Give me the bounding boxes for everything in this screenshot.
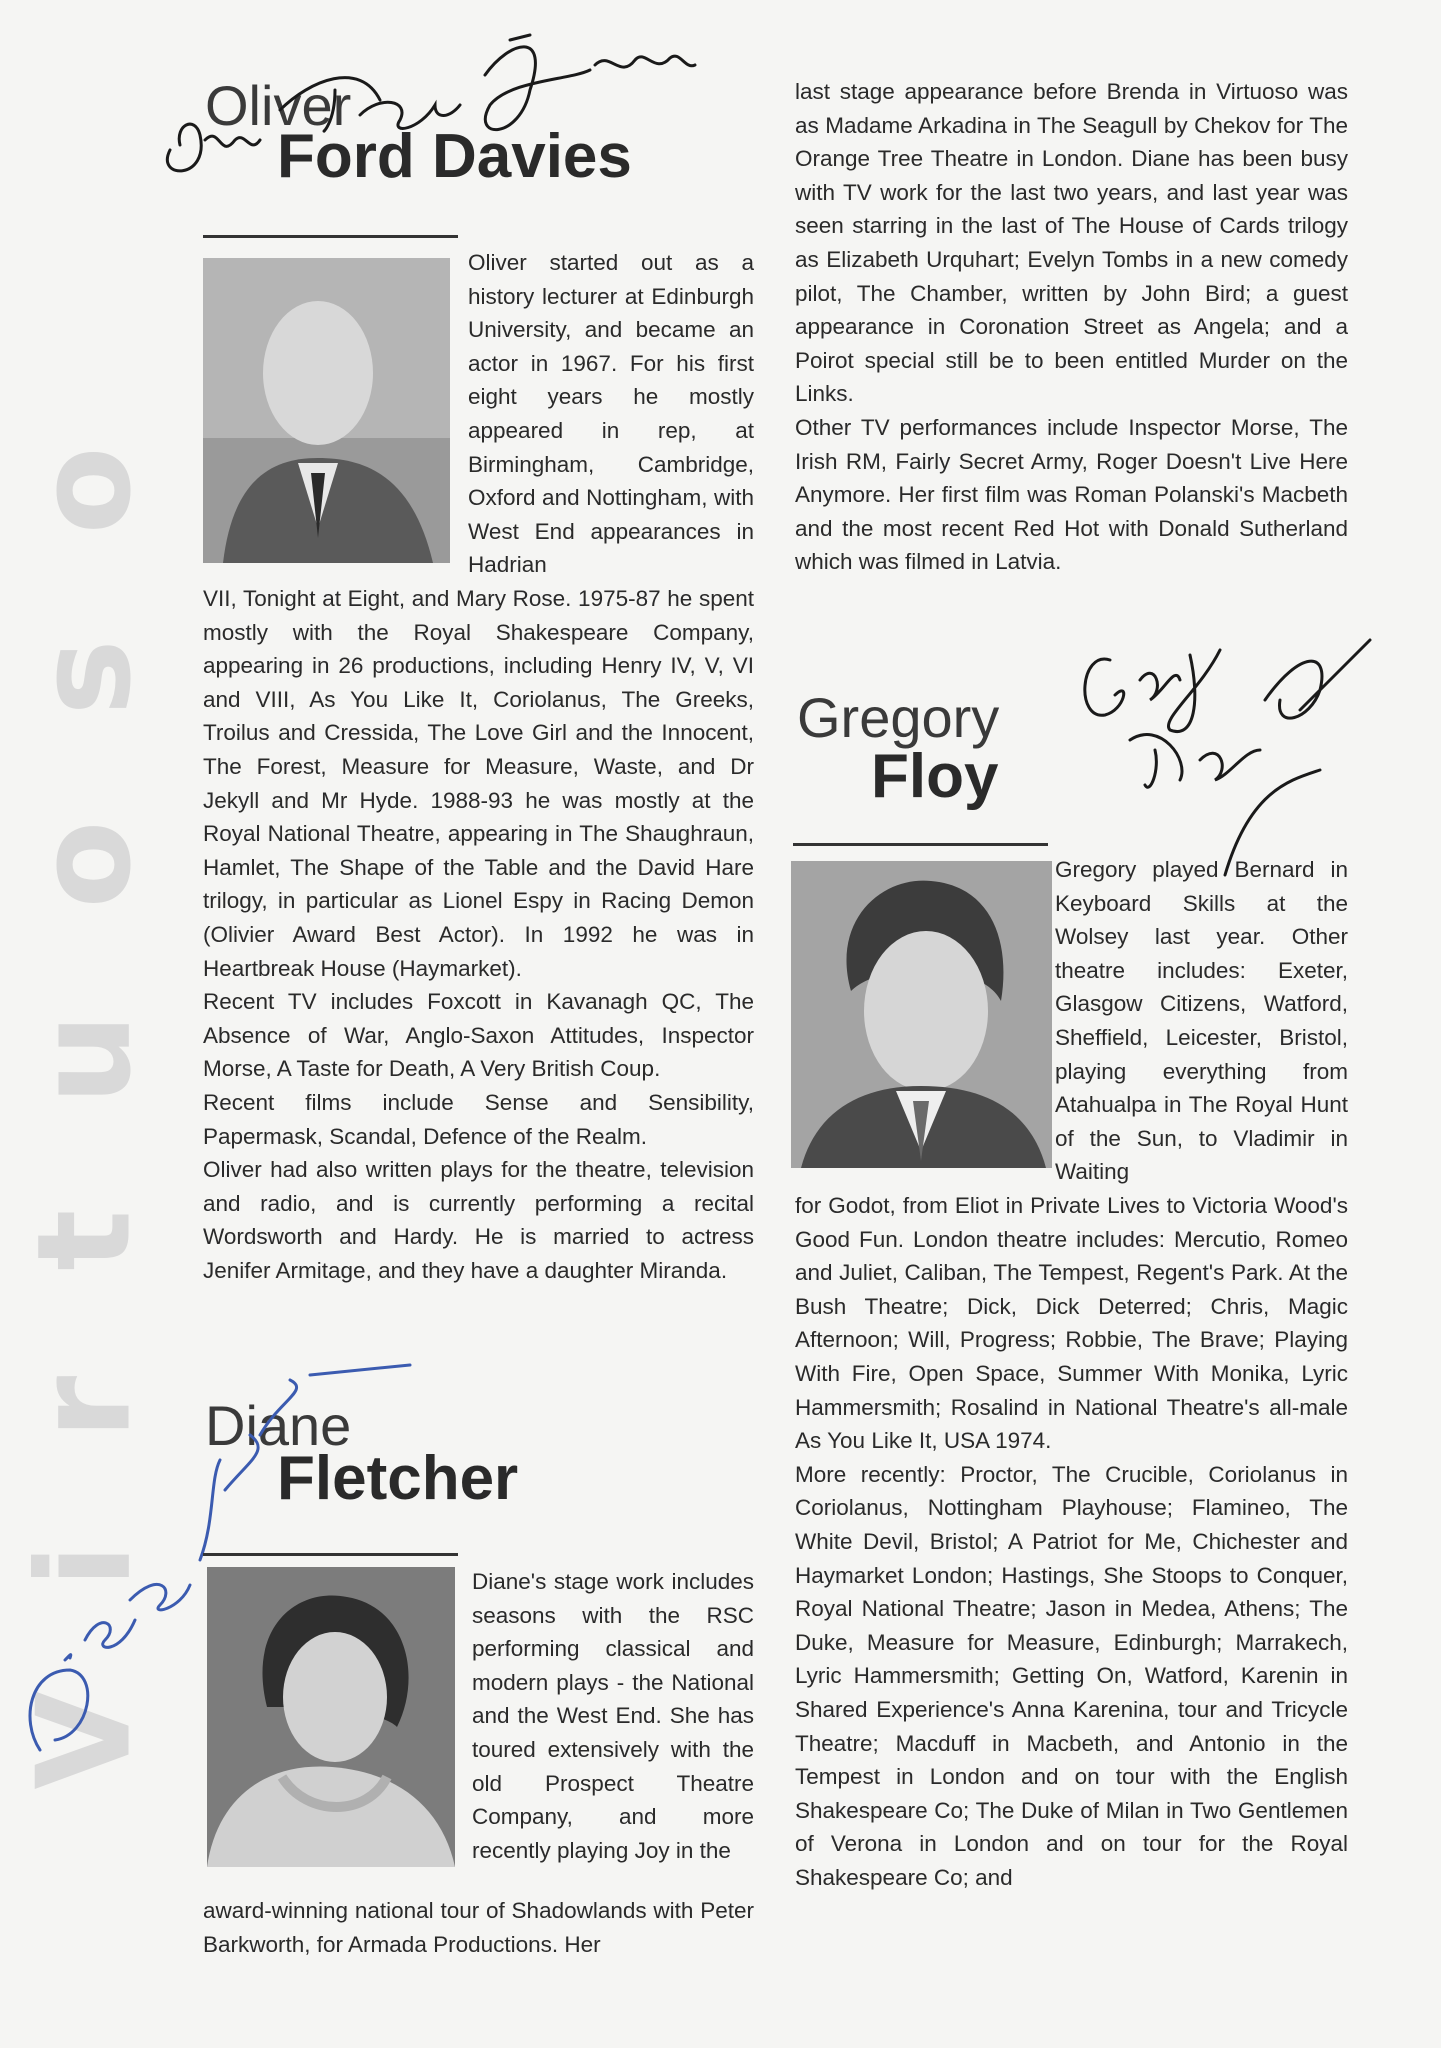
gregory-bio-london: for Godot, from Eliot in Private Lives to Victoria Wood's Good Fun. London theatre includes: Mercutio, Romeo and Juliet, Caliban, The Tempest, Regent's Park. At the Bush Theatre; Dick, Dick Deterred; Chris, Magic Afternoon; Will, Progress; Robbie, The Brave; Playing With Fire, Open Space, Summer With Monika, Lyric Hammersmith; Rosalind in National Theatre's all-male As You Like It, USA 1974. [795,1193,1348,1454]
gregory-name-heading [797,686,1000,811]
gregory-divider [793,843,1048,846]
gregory-bio-float [1055,853,1348,1189]
diane-bio-tour: award-winning national tour of Shadowlands with Peter Barkworth, for Armada Productions. Her [203,1898,754,1957]
diane-bio-continued [795,75,1348,579]
diane-bio-float [472,1565,754,1867]
gregory-signature [1070,620,1390,890]
gregory-bio-recent: More recently: Proctor, The Crucible, Coriolanus in Coriolanus, Nottingham Playhouse; Flamineo, The White Devil, Bristol; A Patriot for Me, Chichester and Haymarket London; Hastings, She Stoops to Conquer, Royal National Theatre; Jason in Medea, Athens; The Duke, Measure for Measure, Edinburgh; Marrakech, Lyric Hammersmith; Getting On, Watford, Karenin in Shared Experience's Anna Karenina, tour and Tricycle Theatre; Macduff in Macbeth, and Antonio in the Tempest in London and on tour with the English Shakespeare Co; The Duke of Milan in Two Gentlemen of Verona in London and on tour for the Royal Shakespeare Co; and [795,1461,1348,1890]
oliver-bio-float [468,246,754,582]
oliver-first-name: Oliver [205,74,352,137]
gregory-first-name: Gregory [797,686,1000,749]
diane-last-name: Fletcher [277,1444,519,1513]
oliver-last-name: Ford Davies [277,122,632,191]
vertical-title-text: Virtuoso [10,340,160,1790]
oliver-portrait-photo [203,258,450,563]
oliver-bio-films: Recent films include Sense and Sensibility, Papermask, Scandal, Defence of the Realm. [203,1089,754,1149]
diane-bio-intro: Diane's stage work includes seasons with the RSC performing classical and modern plays - the National and the West End. She has toured extensively with the old Prospect Theatre Company, and more recently playing Joy in the [472,1569,754,1863]
diane-bio-stage-tv: last stage appearance before Brenda in Virtuoso was as Madame Arkadina in The Seagull by Chekov for The Orange Tree Theatre in London. Diane has been busy with TV work for the last two years, and last year was seen starring in the last of The House of Cards trilogy as Elizabeth Urquhart; Evelyn Tombs in a new comedy pilot, The Chamber, written by John Bird; a guest appearance in Coronation Street as Angela; and a Poirot special still be to been entitled Murder on the Links. [795,79,1348,407]
diane-portrait-photo [207,1567,455,1867]
diane-bio-bottom [203,1894,754,1961]
diane-bio-other-tv: Other TV performances include Inspector Morse, The Irish RM, Fairly Secret Army, Roger Doesn't Live Here Anymore. Her first film was Roman Polanski's Macbeth and the most recent Red Hot with Donald Sutherland which was filmed in Latvia. [795,414,1348,575]
oliver-divider [203,235,458,238]
diane-divider [203,1553,458,1556]
oliver-bio-intro: Oliver started out as a history lecturer at Edinburgh University, and became an actor in 1967. For his first eight years he mostly appeared in rep, at Birmingham, Cambridge, Oxford and Nottingham, with West End appearances in Hadrian [468,250,754,578]
diane-first-name: Diane [205,1394,352,1457]
gregory-portrait-photo [791,861,1052,1168]
gregory-bio-intro: Gregory played Bernard in Keyboard Skills at the Wolsey last year. Other theatre includes: Exeter, Glasgow Citizens, Watford, Sheffield, Leicester, Bristol, playing everything from Atahualpa in The Royal Hunt of the Sun, to Vladimir in Waiting [1055,857,1348,1185]
gregory-bio-column [795,1189,1348,1894]
oliver-signature [150,20,750,200]
oliver-bio-column [203,582,754,1287]
oliver-bio-career: VII, Tonight at Eight, and Mary Rose. 1975-87 he spent mostly with the Royal Shakespeare Company, appearing in 26 productions, including Henry IV, V, VI and VIII, As You Like It, Coriolanus, The Greeks, Troilus and Cressida, The Love Girl and the Innocent, The Forest, Measure for Measure, Waste, and Dr Jekyll and Mr Hyde. 1988-93 he was mostly at the Royal National Theatre, appearing in The Shaughraun, Hamlet, The Shape of the Table and the David Hare trilogy, in particular as Lionel Espy in Racing Demon (Olivier Award Best Actor). In 1992 he was in Heartbreak House (Haymarket). [203,586,754,981]
oliver-bio-plays: Oliver had also written plays for the theatre, television and radio, and is currently performing a recital Wordsworth and Hardy. He is married to actress Jenifer Armitage, and they have a daughter Miranda. [203,1157,754,1283]
gregory-last-name: Floy [871,742,999,811]
oliver-bio-tv: Recent TV includes Foxcott in Kavanagh QC, The Absence of War, Anglo-Saxon Attitudes, Inspector Morse, A Taste for Death, A Very British Coup. [203,989,754,1082]
